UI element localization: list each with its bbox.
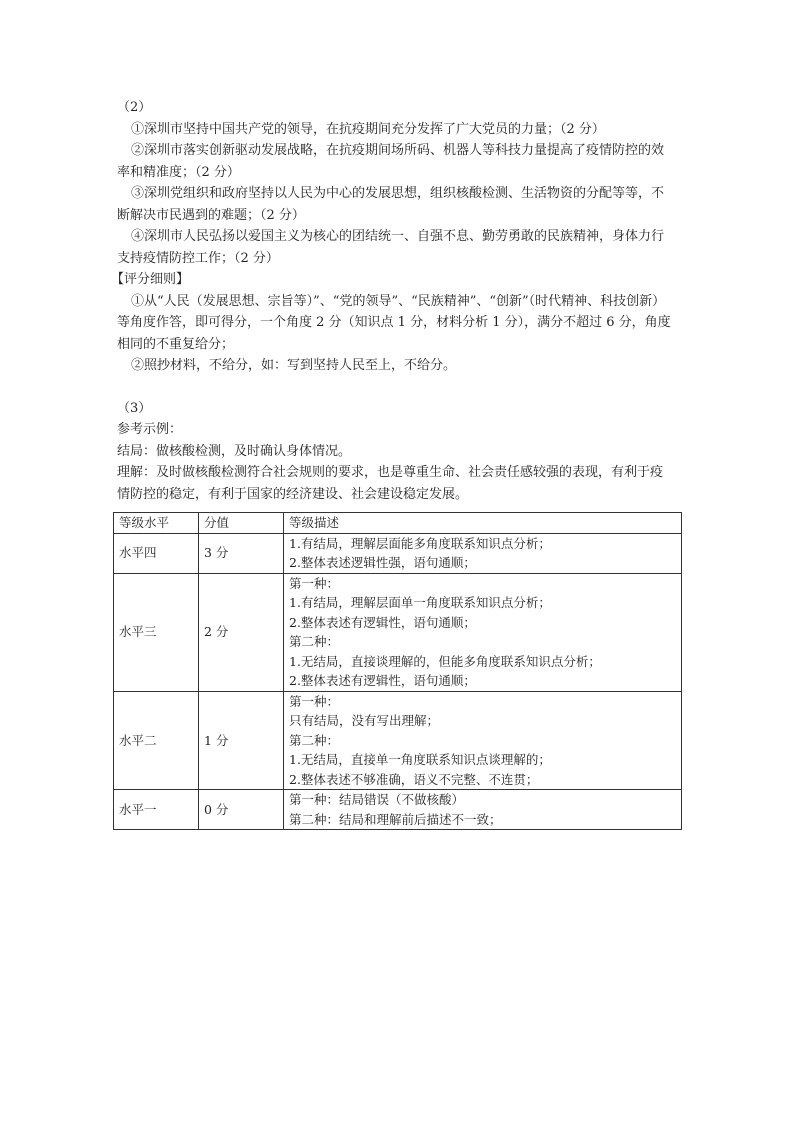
table-row (114, 691, 682, 790)
desc-line: 1.无结局，直接谈理解的，但能多角度联系知识点分析； (289, 653, 601, 669)
desc-cell (284, 533, 682, 573)
part3-label: （3） (117, 400, 152, 416)
point-1: ①深圳市坚持中国共产党的领导，在抗疫期间充分发挥了广大党员的力量；（2 分） (131, 121, 605, 137)
conclusion-text: 结局：做核酸检测，及时确认身体情况。 (117, 443, 352, 459)
score-cell: 0 分 (199, 790, 284, 830)
understanding-text-cont: 情防控的稳定，有利于国家的经济建设、社会建设稳定发展。 (117, 486, 469, 502)
point-4: ④深圳市人民弘扬以爱国主义为核心的团结统一、自强不息、勤劳勇敢的民族精神，身体力行 (131, 229, 665, 244)
desc-line: 第一种：结局错误（不做核酸） (289, 792, 465, 807)
score-cell: 3 分 (199, 533, 284, 573)
understanding-text: 理解：及时做核酸检测符合社会规则的要求，也是尊重生命、社会责任感较强的表现，有利于疫 (117, 465, 664, 480)
rule-2: ②照抄材料，不给分，如：写到坚持人民至上，不给分。 (131, 358, 457, 373)
rule-1-cont: 等角度作答，即可得分，一个角度 2 分（知识点 1 分，材料分析 1 分），满分不超过 6 分，角度 (117, 315, 671, 330)
desc-line: 1.无结局，直接单一角度联系知识点谈理解的； (289, 752, 551, 767)
point-4-cont: 支持疫情防控工作；（2 分） (117, 250, 279, 266)
level-cell: 水平三 (114, 573, 199, 691)
point-3: ③深圳党组织和政府坚持以人民为中心的发展思想，组织核酸检测、生活物资的分配等等，不 (131, 186, 665, 201)
example-label: 参考示例： (117, 422, 183, 437)
header-desc: 等级描述 (284, 513, 682, 534)
desc-line: 第二种： (289, 732, 340, 748)
table-header-row (114, 513, 682, 534)
header-score: 分值 (199, 513, 284, 534)
level-cell: 水平四 (114, 533, 199, 573)
level-cell: 水平一 (114, 790, 199, 830)
desc-line: 2.整体表述有逻辑性，语句通顺； (289, 614, 476, 630)
desc-line: 第一种： (289, 693, 340, 709)
table-row (114, 790, 682, 830)
answer-text (111, 97, 682, 505)
desc-cell (284, 691, 682, 790)
rules-title: 【评分细则】 (111, 272, 190, 287)
point-2-cont: 率和精准度；（2 分） (117, 164, 240, 180)
table-row (114, 573, 682, 691)
grading-table (113, 512, 682, 830)
header-level: 等级水平 (114, 513, 199, 534)
desc-line: 第二种：结局和理解前后描述不一致； (289, 811, 502, 827)
desc-line: 第一种： (289, 575, 340, 591)
desc-cell (284, 790, 682, 830)
desc-cell (284, 573, 682, 691)
desc-line: 2.整体表述逻辑性强，语句通顺； (289, 555, 476, 570)
desc-line: 1.有结局，理解层面单一角度联系知识点分析； (289, 595, 551, 610)
desc-line: 2.整体表述不够准确，语义不完整、不连贯； (289, 771, 539, 787)
desc-line: 2.整体表述有逻辑性，语句通顺； (289, 673, 476, 688)
point-2: ②深圳市落实创新驱动发展战略，在抗疫期间场所码、机器人等科技力量提高了疫情防控的效 (131, 143, 665, 158)
level-cell: 水平二 (114, 691, 199, 790)
score-cell: 2 分 (199, 573, 284, 691)
desc-line: 只有结局，没有写出理解； (289, 713, 440, 728)
rule-1-cont2: 相同的不重复给分； (117, 336, 235, 352)
point-3-cont: 断解决市民遇到的难题；（2 分） (117, 207, 305, 223)
desc-line: 1.有结局，理解层面能多角度联系知识点分析； (289, 535, 551, 551)
desc-line: 第二种： (289, 634, 340, 649)
rule-1: ①从“人民（发展思想、宗旨等）”、“党的领导”、“民族精神”、“创新”（时代精神、科技创新） (131, 293, 666, 309)
score-cell: 1 分 (199, 691, 284, 790)
table-row (114, 533, 682, 573)
part2-label: （2） (117, 100, 152, 115)
